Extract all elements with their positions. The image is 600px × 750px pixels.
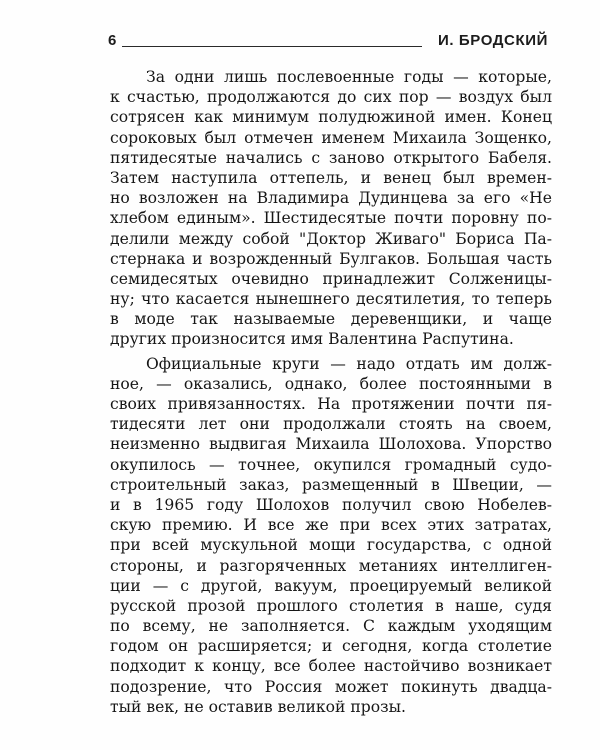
text-line: хлебом единым». Шестидесятые почти поровну по- <box>110 209 552 228</box>
text-line: своих привязанностях. На протяжении почти пя- <box>110 395 552 413</box>
text-line: и в 1965 году Шолохов получил свою Нобелев- <box>110 495 552 514</box>
text-line: семидесятых очевидно принадлежит Солженицы- <box>110 269 552 288</box>
text-line: неизменно выдвигая Михаила Шолохова. Упорство <box>110 435 552 454</box>
text-line: За одни лишь послевоенные годы — которые, <box>146 68 552 86</box>
paragraph-1 <box>110 67 552 350</box>
text-line: пятидесятые начались с заново открытого Бабеля. <box>110 148 552 167</box>
text-line: тидесяти лет они продолжали стоять на своем, <box>110 415 552 434</box>
text-line: подходит к концу, все более настойчиво возникает <box>110 657 552 676</box>
text-line: делили между собой "Доктор Живаго" Бориса Па- <box>110 229 552 248</box>
text-line: Официальные круги — надо отдать им долж- <box>146 354 552 373</box>
text-line: тый век, не оставив великой прозы. <box>110 697 407 716</box>
text-line: но возложен на Владимира Дудинцева за его «Не <box>110 189 552 208</box>
running-head <box>108 31 548 53</box>
paragraph-2 <box>110 354 552 717</box>
text-line: ции — с другой, вакуум, проецируемый великой <box>110 576 552 595</box>
text-line: ну; что касается нынешнего десятилетия, то теперь <box>110 290 552 309</box>
text-line: ное, — оказались, однако, более постоянными в <box>110 374 552 393</box>
page-number: 6 <box>108 32 117 49</box>
text-line: строительный заказ, размещенный в Швеции, — <box>110 475 552 494</box>
text-line: при всей мускульной мощи государства, с одной <box>110 536 552 555</box>
body-text <box>110 67 552 721</box>
text-line: русской прозой прошлого столетия в наше, судя <box>110 596 552 615</box>
text-line: окупилось — точнее, окупился громадный судо- <box>110 455 552 474</box>
text-line: стороны, и разгоряченных метаниях интеллиген- <box>110 556 552 575</box>
text-line: сороковых был отмечен именем Михаила Зощенко, <box>110 128 552 147</box>
text-line: скую премию. И все же при всех этих затратах, <box>110 516 552 535</box>
text-line: Затем наступила оттепель, и венец был времен- <box>110 168 552 187</box>
text-line: стернака и возрожденный Булгаков. Большая часть <box>110 249 552 268</box>
text-line: подозрение, что Россия может покинуть двадца- <box>110 677 552 696</box>
text-line: к счастью, продолжаются до сих пор — воздух был <box>110 88 552 107</box>
text-line: сотрясен как минимум полудюжиной имен. Конец <box>110 108 552 127</box>
running-head-author: И. БРОДСКИЙ <box>437 32 548 49</box>
text-line: годом он расширяется; и сегодня, когда столетие <box>110 637 552 656</box>
text-line: по всему, не заполняется. С каждым уходящим <box>110 617 552 636</box>
text-line: других произносится имя Валентина Распутина. <box>110 330 514 349</box>
header-rule <box>122 46 422 47</box>
text-line: в моде так называемые деревенщики, и чаще <box>110 310 552 329</box>
